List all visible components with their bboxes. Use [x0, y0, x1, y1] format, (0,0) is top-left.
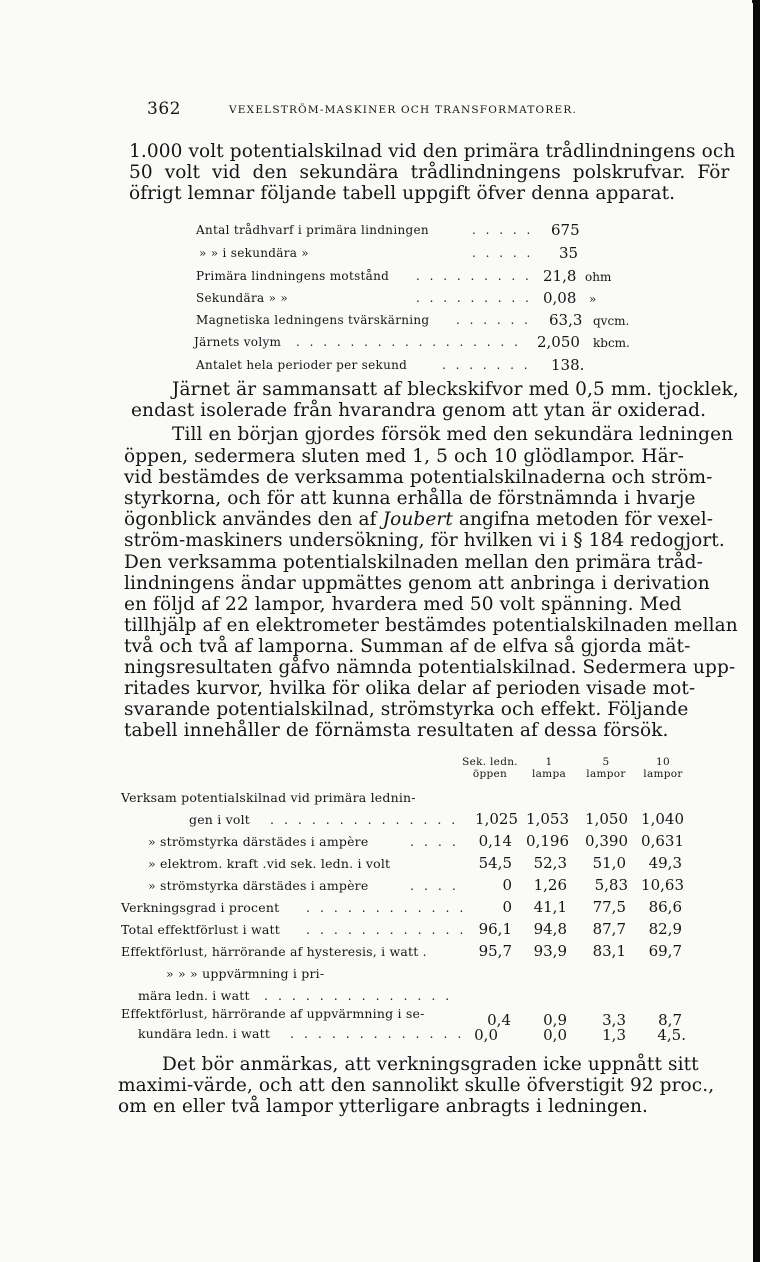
- text-line: endast isolerade från hvarandra genom att ytan är oxiderad.: [131, 400, 707, 421]
- text-line: tillhjälp af en elektrometer bestämdes potentialskilnaden mellan: [124, 615, 738, 636]
- row-label: Verkningsgrad i procent: [121, 900, 280, 915]
- row-value: 138.: [551, 356, 585, 374]
- column-header-line: öppen: [472, 768, 508, 780]
- table-cell: 1,040: [641, 810, 684, 828]
- dot-leader: . . . . .: [472, 223, 534, 237]
- column-header: [521, 756, 577, 780]
- table-cell: 0,4: [487, 1011, 511, 1029]
- table-cell: 93,9: [533, 942, 567, 960]
- column-header-line: lampa: [531, 768, 567, 780]
- scan-edge: [753, 0, 760, 1262]
- text-line: en följd af 22 lampor, hvardera med 50 volt spänning. Med: [124, 594, 682, 615]
- row-label: gen i volt: [189, 812, 251, 827]
- table-cell: 8,7: [658, 1011, 682, 1029]
- author-name: Joubert: [382, 509, 453, 530]
- scan-edge-top: [752, 0, 760, 3]
- text-line: styrkorna, och för att kunna erhålla de förstnämnda i hvarje: [124, 488, 696, 509]
- table-cell: 51,0: [592, 854, 626, 872]
- running-title: VEXELSTRÖM-MASKINER OCH TRANSFORMATORER.: [229, 104, 577, 116]
- page-number: 362: [147, 99, 181, 119]
- row-unit: »: [589, 292, 597, 306]
- dot-leader: . . . . . . . . . . . . .: [290, 1026, 465, 1041]
- table-cell: 3,3: [602, 1011, 626, 1029]
- text-line: vid bestämdes de verksamma potentialskilnaderna och ström-: [124, 467, 713, 488]
- row-value: 2,050: [537, 333, 580, 351]
- column-header: [575, 756, 637, 780]
- dot-leader: . . . .: [410, 878, 459, 893]
- row-label: Effektförlust, härrörande af hysteresis, i watt .: [121, 944, 427, 959]
- table-cell: 41,1: [533, 898, 567, 916]
- row-label: Primära lindningens motstånd: [196, 269, 390, 283]
- column-header-line: 10: [656, 756, 670, 768]
- row-label: Sekundära » »: [196, 291, 288, 305]
- table-cell: 1,050: [585, 810, 628, 828]
- table-cell: 0,631: [641, 832, 684, 850]
- row-label: Total effektförlust i watt: [121, 922, 280, 937]
- text-line: ström-maskiners undersökning, för hvilken vi i § 184 redogjort.: [124, 530, 725, 551]
- column-header-line: 5: [602, 756, 610, 768]
- row-value: 675: [551, 221, 580, 239]
- table-cell: 0,390: [585, 832, 628, 850]
- text-line: Till en början gjordes försök med den sekundära ledningen: [172, 424, 734, 445]
- row-value: 35: [559, 244, 579, 262]
- table-cell: 4,5.: [657, 1026, 686, 1044]
- text-span: ögonblick användes den af: [124, 509, 377, 530]
- row-label: » strömstyrka därstädes i ampère: [148, 834, 369, 849]
- table-cell: 82,9: [648, 920, 682, 938]
- dot-leader: . . . . . . . . . . . .: [306, 922, 467, 937]
- column-header: [460, 756, 520, 780]
- dot-leader: . . . . . . . . . . . . . .: [264, 988, 453, 1003]
- text-line: [124, 510, 713, 530]
- table-cell: 1,26: [533, 876, 567, 894]
- row-label: mära ledn. i watt: [138, 988, 250, 1003]
- table-cell: 94,8: [533, 920, 567, 938]
- text-line: tabell innehåller de förnämsta resultaten af dessa försök.: [124, 720, 669, 741]
- text-line: 50 volt vid den sekundära trådlindningens polskrufvar. För: [129, 162, 730, 183]
- text-line: Den verksamma potentialskilnaden mellan den primära tråd-: [124, 552, 703, 573]
- table-cell: 54,5: [478, 854, 512, 872]
- text-span: angifna metoden för vexel-: [458, 509, 714, 530]
- row-label: » » » uppvärmning i pri-: [166, 966, 325, 981]
- dot-leader: . . . . . . . . . . . . . . . . .: [296, 335, 521, 349]
- column-header-line: lampor: [643, 768, 683, 780]
- text-line: lindningens ändar uppmättes genom att anbringa i derivation: [124, 573, 710, 594]
- row-label: Antalet hela perioder per sekund: [196, 358, 408, 372]
- row-value: 63,3: [549, 311, 583, 329]
- text-line: två och två af lamporna. Summan af de elfva så gjorda mät-: [124, 636, 691, 657]
- column-header-line: lampor: [586, 768, 626, 780]
- column-header: [634, 756, 692, 780]
- table-cell: 86,6: [648, 898, 682, 916]
- row-label: Magnetiska ledningens tvärskärning: [196, 313, 430, 327]
- row-value: 0,08: [543, 289, 577, 307]
- column-header-line: 1: [545, 756, 553, 768]
- text-line: maximi-värde, och att den sannolikt skulle öfverstigit 92 proc.,: [118, 1075, 715, 1096]
- table-cell: 0,14: [478, 832, 512, 850]
- table-cell: 1,3: [602, 1026, 626, 1044]
- table-cell: 77,5: [592, 898, 626, 916]
- text-line: ningsresultaten gåfvo nämnda potentialskilnad. Sedermera upp-: [124, 657, 736, 678]
- table-cell: 10,63: [641, 876, 684, 894]
- row-label: » » i sekundära »: [199, 246, 309, 260]
- table-cell: 87,7: [592, 920, 626, 938]
- table-cell: 5,83: [594, 876, 628, 894]
- row-value: 21,8: [543, 267, 577, 285]
- row-label: Antal trådhvarf i primära lindningen: [196, 223, 429, 237]
- text-line: öppen, sedermera sluten med 1, 5 och 10 glödlampor. Här-: [124, 446, 685, 467]
- text-line: Det bör anmärkas, att verkningsgraden icke uppnått sitt: [162, 1054, 699, 1075]
- dot-leader: . . . . . .: [456, 313, 531, 327]
- row-label: Järnets volym: [194, 335, 282, 349]
- text-line: öfrigt lemnar följande tabell uppgift öfver denna apparat.: [129, 183, 676, 204]
- page-header: [147, 99, 707, 121]
- dot-leader: . . . . .: [472, 246, 534, 260]
- dot-leader: . . . . . . . . .: [416, 269, 532, 283]
- table-cell: 0,9: [543, 1011, 567, 1029]
- text-line: om en eller två lampor ytterligare anbragts i ledningen.: [118, 1096, 648, 1117]
- table-cell: 0,196: [526, 832, 569, 850]
- table-cell: 69,7: [648, 942, 682, 960]
- table-cell: 49,3: [648, 854, 682, 872]
- table-cell: 1,025: [475, 810, 518, 828]
- table-cell: 0,0: [474, 1026, 498, 1044]
- dot-leader: . . . .: [410, 834, 459, 849]
- dot-leader: . . . . . . .: [442, 358, 531, 372]
- dot-leader: . . . . . . . . . . . . . .: [270, 812, 459, 827]
- text-line: ritades kurvor, hvilka för olika delar af perioden visade mot-: [124, 678, 696, 699]
- table-cell: 95,7: [478, 942, 512, 960]
- row-label: » elektrom. kraft .vid sek. ledn. i volt: [148, 856, 391, 871]
- row-unit: ohm: [585, 270, 612, 284]
- row-label: Verksam potentialskilnad vid primära lednin-: [121, 790, 416, 805]
- row-unit: qvcm.: [593, 314, 630, 328]
- table-cell: 0: [502, 898, 512, 916]
- dot-leader: . . . . . . . . .: [416, 291, 532, 305]
- text-line: Järnet är sammansatt af bleckskifvor med 0,5 mm. tjocklek,: [172, 379, 739, 400]
- table-cell: 52,3: [533, 854, 567, 872]
- dot-leader: . . . . . . . . . . . .: [306, 900, 467, 915]
- column-header-line: Sek. ledn.: [462, 756, 518, 768]
- table-cell: 96,1: [478, 920, 512, 938]
- row-unit: kbcm.: [593, 336, 630, 350]
- table-cell: 0,0: [543, 1026, 567, 1044]
- row-label: Effektförlust, härrörande af uppvärmning i se-: [121, 1006, 425, 1021]
- text-line: 1.000 volt potentialskilnad vid den primära trådlindningens och: [129, 141, 736, 162]
- table-cell: 83,1: [592, 942, 626, 960]
- row-label: » strömstyrka därstädes i ampère: [148, 878, 369, 893]
- text-line: svarande potentialskilnad, strömstyrka och effekt. Följande: [124, 699, 689, 720]
- table-cell: 0: [502, 876, 512, 894]
- table-cell: 1,053: [526, 810, 569, 828]
- row-label: kundära ledn. i watt: [138, 1026, 271, 1041]
